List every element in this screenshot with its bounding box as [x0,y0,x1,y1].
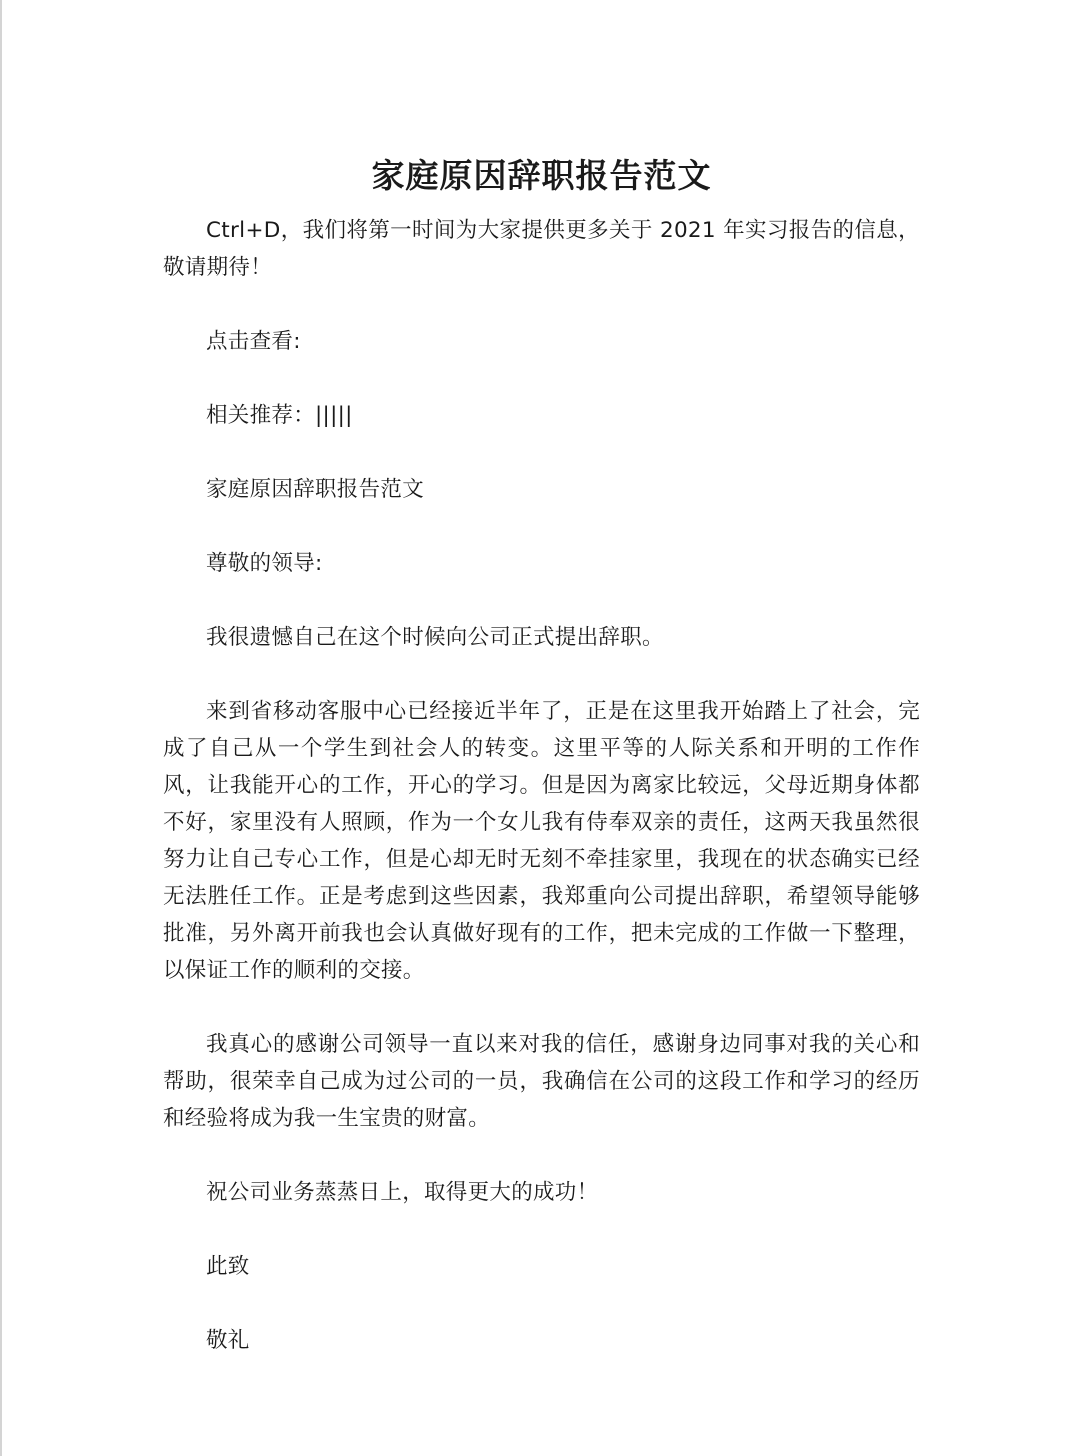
paragraph-click-view: 点击查看: [206,329,301,354]
page-edge [0,0,2,1456]
paragraph-salutation: 尊敬的领导: [206,551,323,576]
paragraph-subtitle: 家庭原因辞职报告范文 [206,477,425,502]
paragraph-closing: 此致 [206,1254,250,1279]
paragraph-thanks: 我真心的感谢公司领导一直以来对我的信任，感谢身边同事对我的关心和帮助，很荣幸自己成为过公司的一员，我确信在公司的这段工作和学习的经历和经验将成为我一生宝贵的财富。 [163,1032,920,1131]
paragraph-wishes: 祝公司业务蒸蒸日上，取得更大的成功！ [206,1180,599,1205]
paragraph-intro: Ctrl+D，我们将第一时间为大家提供更多关于 2021 年实习报告的信息，敬请期待！ [163,218,920,280]
paragraph-regret: 我很遗憾自己在这个时候向公司正式提出辞职。 [206,625,664,650]
document-body [163,150,920,1359]
paragraph-recommend: 相关推荐：||||| [206,403,353,428]
document-title: 家庭原因辞职报告范文 [371,156,712,195]
paragraph-regards: 敬礼 [206,1328,250,1353]
paragraph-main-body: 来到省移动客服中心已经接近半年了，正是在这里我开始踏上了社会，完成了自己从一个学生到社会人的转变。这里平等的人际关系和开明的工作作风，让我能开心的工作，开心的学习。但是因为离家比较远，父母近期身体都不好，家里没有人照顾，作为一个女儿我有侍奉双亲的责任，这两天我虽然很努力让自己专心工作，但是心却无时无刻不牵挂家里，我现在的状态确实已经无法胜任工作。正是考虑到这些因素，我郑重向公司提出辞职，希望领导能够批准，另外离开前我也会认真做好现有的工作，把未完成的工作做一下整理，以保证工作的顺利的交接。 [163,699,920,983]
